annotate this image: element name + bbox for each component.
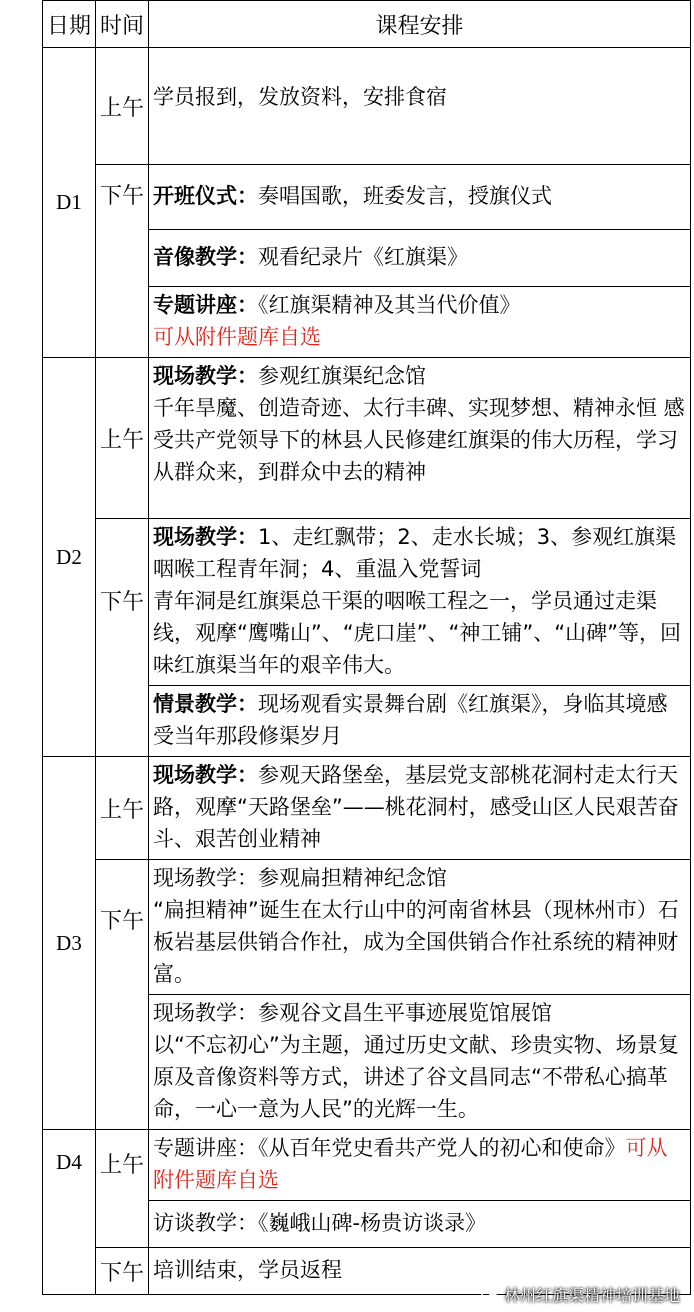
activity-cell (149, 757, 691, 860)
day-label-d3: D3 (43, 757, 96, 1130)
table-row (43, 519, 691, 686)
period-pm-d4: 下午 (96, 1248, 149, 1295)
activity-title: 音像教学： (153, 245, 258, 269)
activity-title: 现场教学： (153, 364, 258, 388)
table-row (43, 48, 691, 165)
activity-cell (149, 1201, 691, 1248)
period-pm-d1: 下午 (96, 165, 149, 358)
activity-text: 1、走红飘带；2、走水长城；3、参观红旗渠咽喉工程青年洞；4、重温入党誓词 (153, 525, 677, 581)
watermark-text: 林州红旗渠精神培训基地 (503, 1286, 680, 1305)
period-pm-d3: 下午 (96, 860, 149, 1130)
activity-cell (149, 287, 691, 358)
table-row (43, 358, 691, 519)
activity-cell (149, 860, 691, 995)
header-date: 日期 (43, 1, 96, 48)
wechat-icon (481, 1288, 499, 1302)
activity-text: 参观天路堡垒，基层党支部桃花洞村走太行天路，观摩“天路堡垒”——桃花洞村，感受山区人民艰苦奋斗、艰苦创业精神 (153, 763, 679, 851)
period-am-d3: 上午 (96, 757, 149, 860)
activity-text: 奏唱国歌，班委发言，授旗仪式 (258, 184, 552, 208)
activity-note: 可从附件题库自选 (153, 325, 321, 349)
table-row (43, 860, 691, 995)
period-am-d2: 上午 (96, 358, 149, 519)
activity-desc: 千年旱魔、创造奇迹、太行丰碑、实现梦想、精神永恒 感受共产党领导下的林县人民修建红旗渠的伟大历程，学习从群众来，到群众中去的精神 (153, 396, 685, 484)
table-row (43, 1130, 691, 1201)
header-time: 时间 (96, 1, 149, 48)
activity-cell (149, 48, 691, 165)
activity-cell (149, 165, 691, 230)
activity-title: 开班仪式： (153, 184, 258, 208)
activity-title: 情景教学： (153, 692, 258, 716)
period-pm-d2: 下午 (96, 519, 149, 757)
activity-note: 可从附件题库自选 (153, 1136, 668, 1192)
activity-text: 专题讲座：《从百年党史看共产党人的初心和使命》 (153, 1136, 626, 1160)
day-label-d2: D2 (43, 358, 96, 757)
activity-text: 观看纪录片《红旗渠》 (258, 245, 468, 269)
activity-cell (149, 995, 691, 1130)
activity-cell (149, 230, 691, 287)
header-schedule: 课程安排 (149, 1, 691, 48)
activity-text: 培训结束，学员返程 (153, 1258, 342, 1282)
schedule-table (42, 0, 691, 1295)
period-am-d4: 上午 (96, 1130, 149, 1248)
activity-text: 现场观看实景舞台剧《红旗渠》，身临其境感受当年那段修渠岁月 (153, 692, 668, 748)
activity-cell (149, 686, 691, 757)
activity-text: 《红旗渠精神及其当代价值》 (258, 293, 521, 317)
activity-text: 现场教学：参观扁担精神纪念馆 (153, 866, 447, 890)
activity-title: 现场教学： (153, 525, 258, 549)
activity-text: 学员报到，发放资料，安排食宿 (153, 85, 447, 109)
activity-title: 现场教学： (153, 763, 258, 787)
activity-desc: 青年洞是红旗渠总干渠的咽喉工程之一，学员通过走渠线，观摩“鹰嘴山”、“虎口崖”、“神工铺”、“山碑”等，回味红旗渠当年的艰辛伟大。 (153, 589, 682, 677)
day-label-d1: D1 (43, 48, 96, 358)
day-label-d4: D4 (43, 1130, 96, 1295)
header-row (43, 1, 691, 48)
watermark (481, 1283, 680, 1306)
activity-title: 专题讲座： (153, 293, 258, 317)
activity-cell (149, 519, 691, 686)
table-row (43, 757, 691, 860)
period-am-d1: 上午 (96, 48, 149, 165)
activity-desc: 以“不忘初心”为主题，通过历史文献、珍贵实物、场景复原及音像资料等方式，讲述了谷文昌同志“不带私心搞革命，一心一意为人民”的光辉一生。 (153, 1033, 679, 1121)
table-row (43, 165, 691, 230)
activity-cell (149, 358, 691, 519)
activity-text: 现场教学：参观谷文昌生平事迹展览馆展馆 (153, 1001, 552, 1025)
activity-text: 参观红旗渠纪念馆 (258, 364, 426, 388)
activity-desc: “扁担精神”诞生在太行山中的河南省林县（现林州市）石板岩基层供销合作社，成为全国供销合作社系统的精神财富。 (153, 898, 679, 986)
activity-cell (149, 1130, 691, 1201)
activity-text: 访谈教学：《巍峨山碑-杨贵访谈录》 (153, 1211, 487, 1235)
